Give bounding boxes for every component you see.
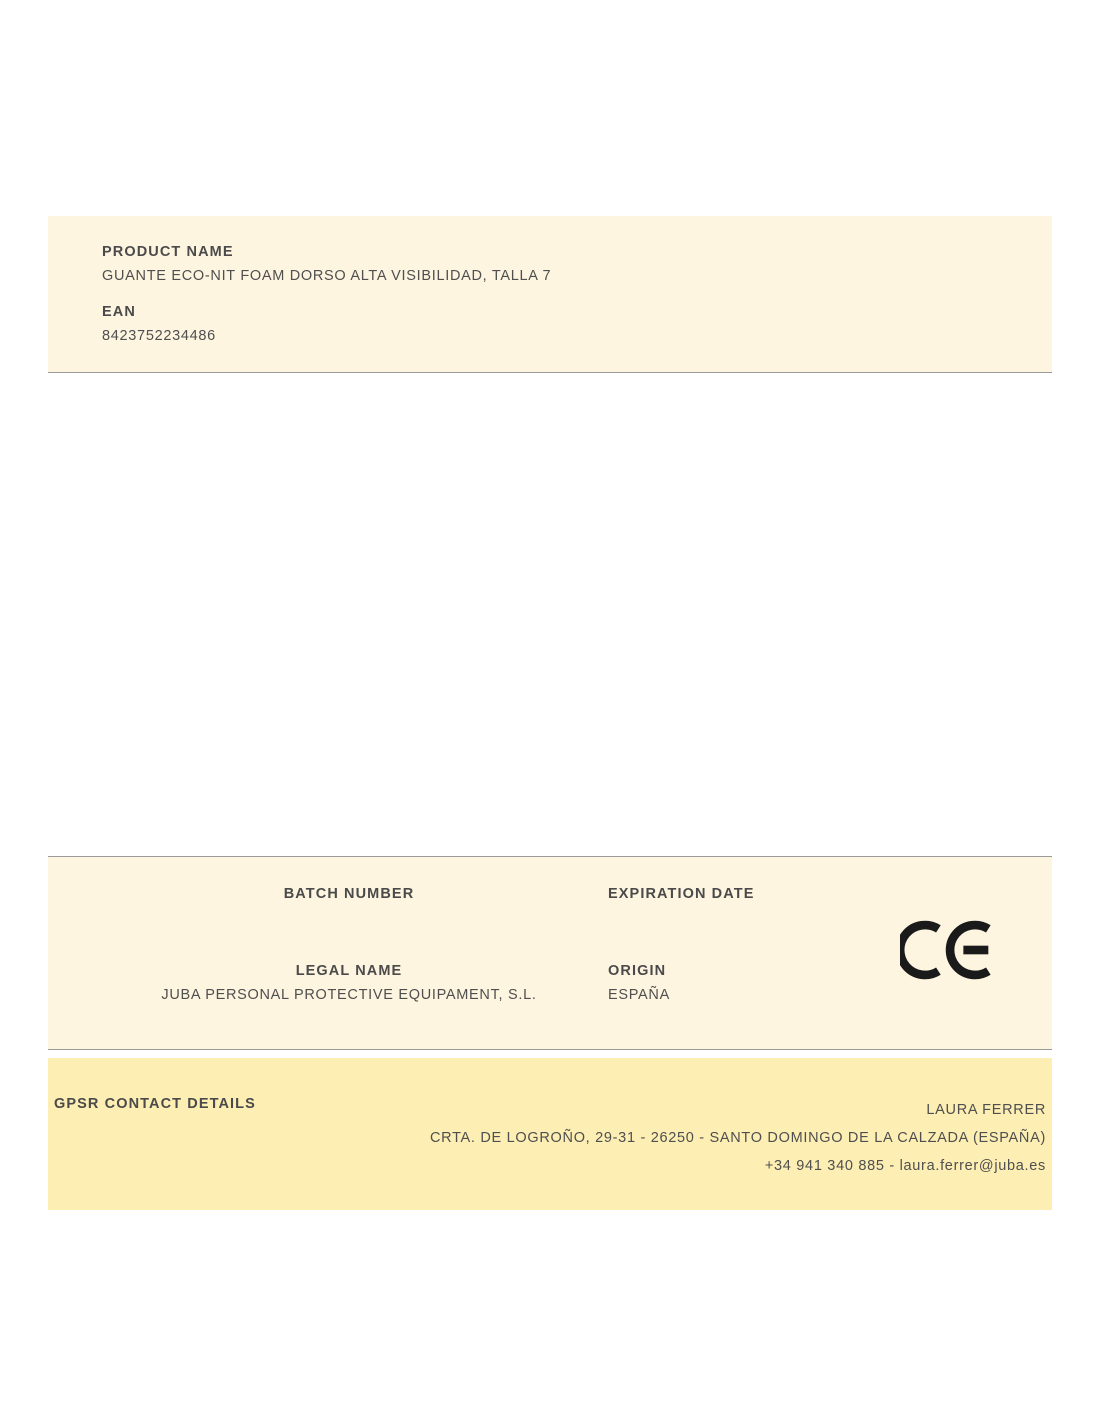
legal-name-value: JUBA PERSONAL PROTECTIVE EQUIPAMENT, S.L. — [161, 987, 537, 1003]
ean-value: 8423752234486 — [102, 328, 216, 344]
origin-label: ORIGIN — [608, 963, 667, 979]
ean-label: EAN — [102, 304, 136, 320]
ce-marking-icon — [900, 919, 996, 981]
gpsr-contact-details — [430, 1096, 1046, 1180]
origin-value: ESPAÑA — [608, 987, 670, 1003]
expiration-date-label: EXPIRATION DATE — [608, 886, 755, 902]
expiration-column — [608, 857, 928, 1003]
legal-name-label: LEGAL NAME — [295, 963, 403, 979]
product-name-label: PRODUCT NAME — [102, 244, 234, 260]
batch-column — [154, 857, 544, 1003]
gpsr-address: CRTA. DE LOGROÑO, 29-31 - 26250 - SANTO DOMINGO DE LA CALZADA (ESPAÑA) — [429, 1130, 1046, 1146]
product-name-value: GUANTE ECO-NIT FOAM DORSO ALTA VISIBILIDAD, TALLA 7 — [102, 268, 552, 284]
product-info-panel — [48, 216, 1052, 373]
batch-number-label: BATCH NUMBER — [283, 886, 415, 902]
traceability-panel — [48, 856, 1052, 1050]
gpsr-contact-name: LAURA FERRER — [926, 1102, 1046, 1118]
gpsr-contact-label: GPSR CONTACT DETAILS — [54, 1096, 256, 1112]
gpsr-phone-email: +34 941 340 885 - laura.ferrer@juba.es — [764, 1158, 1046, 1174]
